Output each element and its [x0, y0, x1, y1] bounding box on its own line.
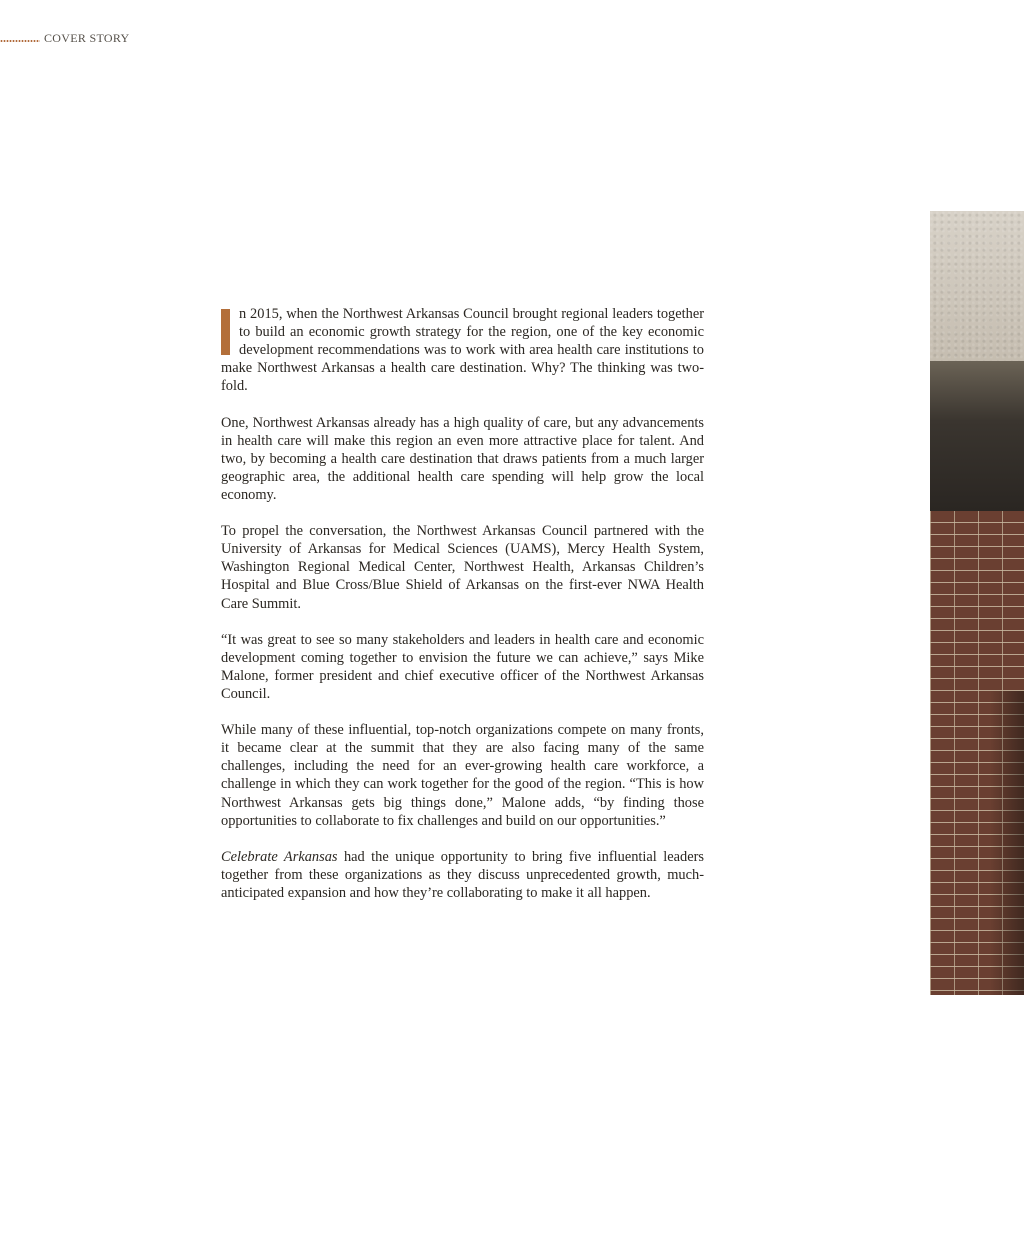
- article-paragraph-closing: [221, 848, 704, 902]
- article-paragraph: One, Northwest Arkansas already has a high quality of care, but any advancements in health care will make this region an even more attractive place for talent. And two, by becoming a health care destination that draws patients from a much larger geographic area, the additional health care spending will help grow the local economy.: [221, 414, 704, 503]
- publication-name: Celebrate Arkansas: [221, 848, 338, 865]
- article-paragraph: “It was great to see so many stakeholders and leaders in health care and economic development coming together to envision the future we can achieve,” says Mike Malone, former president and chief executive officer of the Northwest Arkansas Council.: [221, 631, 704, 702]
- photo-beam: [930, 361, 1024, 511]
- paragraph-text: had the unique opportunity to bring five influential leaders together from these organizations as they discuss unprecedented growth, much-anticipated expansion and how they’re collaborating to make it all happen.: [221, 848, 704, 901]
- cover-photo: [930, 211, 1024, 995]
- article-paragraph-intro: [221, 305, 704, 395]
- section-label: COVER STORY: [44, 31, 130, 45]
- article-paragraph: To propel the conversation, the Northwest Arkansas Council partnered with the University of Arkansas for Medical Sciences (UAMS), Mercy Health System, Washington Regional Medical Center, Northwest Health, Arkansas Children’s Hospital and Blue Cross/Blue Shield of Arkansas on the first-ever NWA Health Care Summit.: [221, 523, 704, 612]
- paragraph-text: n 2015, when the Northwest Arkansas Council brought regional leaders together to build an economic growth strategy for the region, one of the key economic development recommendations was to work with area health care institutions to make Northwest Arkansas a health care destination. Why? The thinking was two-fold.: [221, 306, 704, 395]
- photo-shadow: [990, 691, 1024, 995]
- section-header: [0, 29, 129, 45]
- section-dot-leader: [0, 40, 40, 42]
- photo-ceiling: [930, 211, 1024, 361]
- article-paragraph: While many of these influential, top-notch organizations compete on many fronts, it became clear at the summit that they are also facing many of the same challenges, including the need for an ever-growing health care workforce, a challenge in which they can work together for the good of the region. “This is how Northwest Arkansas gets big things done,” Malone adds, “by finding those opportunities to collaborate to fix challenges and build on our opportunities.”: [221, 722, 704, 829]
- article-body: [221, 305, 704, 920]
- drop-cap-bar: [221, 309, 230, 355]
